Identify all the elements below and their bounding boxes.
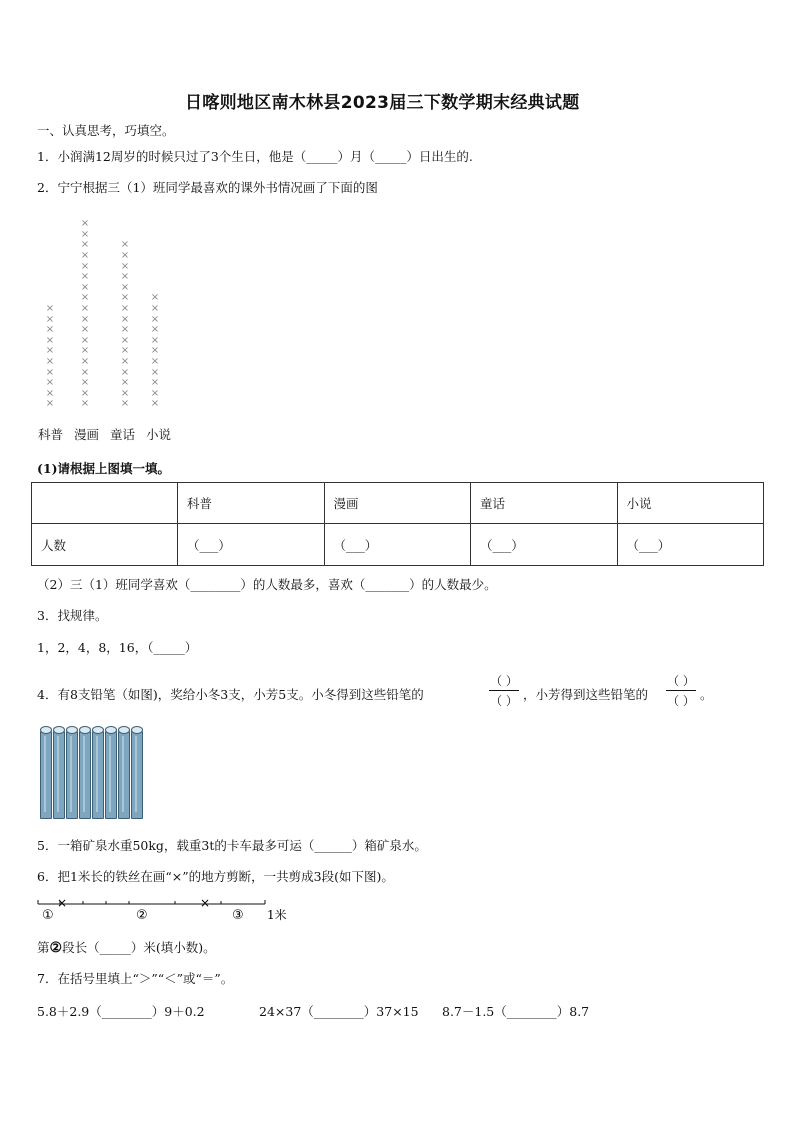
- fraction-blank-1[interactable]: [489, 672, 519, 709]
- pictograph-mark: ×: [80, 292, 90, 304]
- pictograph-mark: ×: [150, 398, 160, 410]
- pictograph-mark: ×: [120, 239, 130, 251]
- pencil-icon: [118, 731, 130, 819]
- pictograph-mark: ×: [80, 302, 90, 314]
- pictograph-mark: ×: [45, 345, 55, 357]
- pictograph-mark: ×: [120, 355, 130, 367]
- pictograph-mark: ×: [45, 387, 55, 399]
- pictograph-mark: ×: [120, 271, 130, 283]
- pencil-icon: [105, 731, 117, 819]
- fraction-numerator: （ ）: [667, 674, 695, 688]
- answer-blank[interactable]: （___）: [617, 524, 764, 566]
- page-title: 日喀则地区南木林县2023届三下数学期末经典试题: [185, 93, 580, 113]
- ask-suffix: 段长（_____）米(填小数)。: [62, 940, 216, 955]
- category-label-xiaoshuo: 小说: [146, 427, 172, 442]
- pictograph-mark: ×: [80, 218, 90, 230]
- pictograph-mark: ×: [80, 228, 90, 240]
- table-row: [32, 524, 764, 566]
- pictograph-mark: ×: [45, 324, 55, 336]
- compare-item-1[interactable]: 5.8＋2.9（________）9＋0.2: [37, 1004, 205, 1019]
- pictograph-column: [45, 304, 55, 410]
- table-row-label: 人数: [32, 524, 178, 566]
- pictograph-mark: ×: [80, 377, 90, 389]
- pictograph-mark: ×: [45, 303, 55, 314]
- pencil-icon: [92, 731, 104, 819]
- fraction-denominator: （ ）: [490, 694, 518, 708]
- pictograph-mark: ×: [150, 334, 160, 346]
- question-4-text-b: ，小芳得到这些铅笔的: [523, 687, 649, 702]
- cut-mark-1: ×: [57, 896, 68, 910]
- pictograph-mark: ×: [120, 398, 130, 410]
- end-label: 1米: [267, 908, 287, 922]
- pictograph-mark: ×: [80, 334, 90, 346]
- fraction-bar: [666, 690, 696, 691]
- compare-item-2[interactable]: 24×37（________）37×15: [259, 1004, 419, 1019]
- pictograph-mark: ×: [120, 249, 130, 261]
- question-2-part-2: （2）三（1）班同学喜欢（________）的人数最多，喜欢（_______）的人数最少。: [37, 577, 497, 592]
- pictograph-mark: ×: [45, 334, 55, 346]
- pictograph-mark: ×: [80, 345, 90, 357]
- pencil-icon: [66, 731, 78, 819]
- answer-blank[interactable]: （___）: [471, 524, 618, 566]
- pictograph-mark: ×: [45, 313, 55, 325]
- pictograph-mark: ×: [150, 387, 160, 399]
- pictograph-mark: ×: [120, 387, 130, 399]
- pictograph-mark: ×: [150, 366, 160, 378]
- segment-label-2: ②: [136, 908, 148, 923]
- pictograph-mark: ×: [120, 292, 130, 304]
- table-header-row: [32, 483, 764, 524]
- category-label-manhua: 漫画: [74, 427, 100, 442]
- circled-number: ②: [49, 940, 63, 956]
- question-7: 7．在括号里填上“＞”“＜”或“＝”。: [37, 971, 234, 986]
- segment-label-3: ③: [232, 908, 244, 923]
- cut-mark-2: ×: [200, 896, 211, 910]
- pictograph-mark: ×: [120, 334, 130, 346]
- section-heading: 一、认真思考，巧填空。: [37, 123, 175, 138]
- table-header-cell: 童话: [471, 483, 618, 524]
- pictograph-mark: ×: [120, 281, 130, 293]
- question-3-sequence: 1，2，4，8，16，（_____）: [37, 640, 198, 655]
- pictograph-mark: ×: [80, 398, 90, 410]
- fill-in-table: [31, 482, 764, 566]
- pictograph-mark: ×: [45, 398, 55, 410]
- pencil-icon: [131, 731, 143, 819]
- pictograph-mark: ×: [80, 355, 90, 367]
- pencil-icon: [40, 731, 52, 819]
- pictograph-mark: ×: [80, 249, 90, 261]
- pictograph-mark: ×: [45, 366, 55, 378]
- pictograph-mark: ×: [80, 324, 90, 336]
- pictograph-mark: ×: [45, 355, 55, 367]
- pictograph-mark: ×: [120, 313, 130, 325]
- category-label-kepu: 科普: [38, 427, 64, 442]
- fraction-blank-2[interactable]: [666, 672, 696, 709]
- pictograph-mark: ×: [120, 302, 130, 314]
- pictograph-column: [120, 240, 130, 410]
- table-header-cell: 漫画: [324, 483, 471, 524]
- pictograph-mark: ×: [150, 377, 160, 389]
- pictograph-column: [150, 293, 160, 410]
- question-3: 3．找规律。: [37, 608, 108, 623]
- pictograph-mark: ×: [80, 366, 90, 378]
- pictograph-mark: ×: [45, 377, 55, 389]
- question-2: 2．宁宁根据三（1）班同学最喜欢的课外书情况画了下面的图: [37, 180, 378, 195]
- pictograph-mark: ×: [120, 260, 130, 272]
- pencil-icon: [53, 731, 65, 819]
- question-6: 6．把1米长的铁丝在画“×”的地方剪断，一共剪成3段(如下图)。: [37, 869, 394, 884]
- table-header-cell: 科普: [178, 483, 325, 524]
- pencil-icon: [79, 731, 91, 819]
- answer-blank[interactable]: （___）: [178, 524, 325, 566]
- table-header-cell: 小说: [617, 483, 764, 524]
- question-4-end: 。: [700, 687, 713, 702]
- question-2-part-1: (1)请根据上图填一填。: [37, 461, 171, 476]
- pictograph-mark: ×: [80, 260, 90, 272]
- ask-prefix: 第: [37, 940, 50, 955]
- pictograph-mark: ×: [150, 355, 160, 367]
- pictograph-mark: ×: [80, 271, 90, 283]
- segment-label-1: ①: [42, 908, 54, 923]
- pictograph-mark: ×: [120, 377, 130, 389]
- fraction-denominator: （ ）: [667, 694, 695, 708]
- question-5: 5．一箱矿泉水重50kg，载重3t的卡车最多可运（______）箱矿泉水。: [37, 838, 427, 853]
- pictograph-column: [80, 219, 90, 410]
- pictograph-mark: ×: [80, 313, 90, 325]
- category-label-tonghua: 童话: [110, 427, 136, 442]
- pictograph-mark: ×: [120, 345, 130, 357]
- fraction-numerator: （ ）: [490, 674, 518, 688]
- pictograph-mark: ×: [150, 313, 160, 325]
- question-6-ask: [37, 938, 216, 956]
- pictograph-mark: ×: [80, 239, 90, 251]
- table-header-cell: [32, 483, 178, 524]
- fraction-bar: [489, 690, 519, 691]
- pictograph-mark: ×: [150, 345, 160, 357]
- question-4-text: 4．有8支铅笔（如图)，奖给小冬3支，小芳5支。小冬得到这些铅笔的: [37, 687, 424, 702]
- pictograph-mark: ×: [120, 366, 130, 378]
- answer-blank[interactable]: （___）: [324, 524, 471, 566]
- pictograph-mark: ×: [120, 324, 130, 336]
- pictograph-mark: ×: [80, 387, 90, 399]
- question-1: 1．小润满12周岁的时候只过了3个生日，他是（_____）月（_____）日出生的.: [37, 149, 473, 164]
- pictograph-mark: ×: [150, 302, 160, 314]
- pictograph-mark: ×: [150, 292, 160, 304]
- wire-diagram: [30, 892, 300, 924]
- pictograph-mark: ×: [80, 281, 90, 293]
- pictograph-mark: ×: [150, 324, 160, 336]
- compare-item-3[interactable]: 8.7－1.5（________）8.7: [442, 1004, 590, 1019]
